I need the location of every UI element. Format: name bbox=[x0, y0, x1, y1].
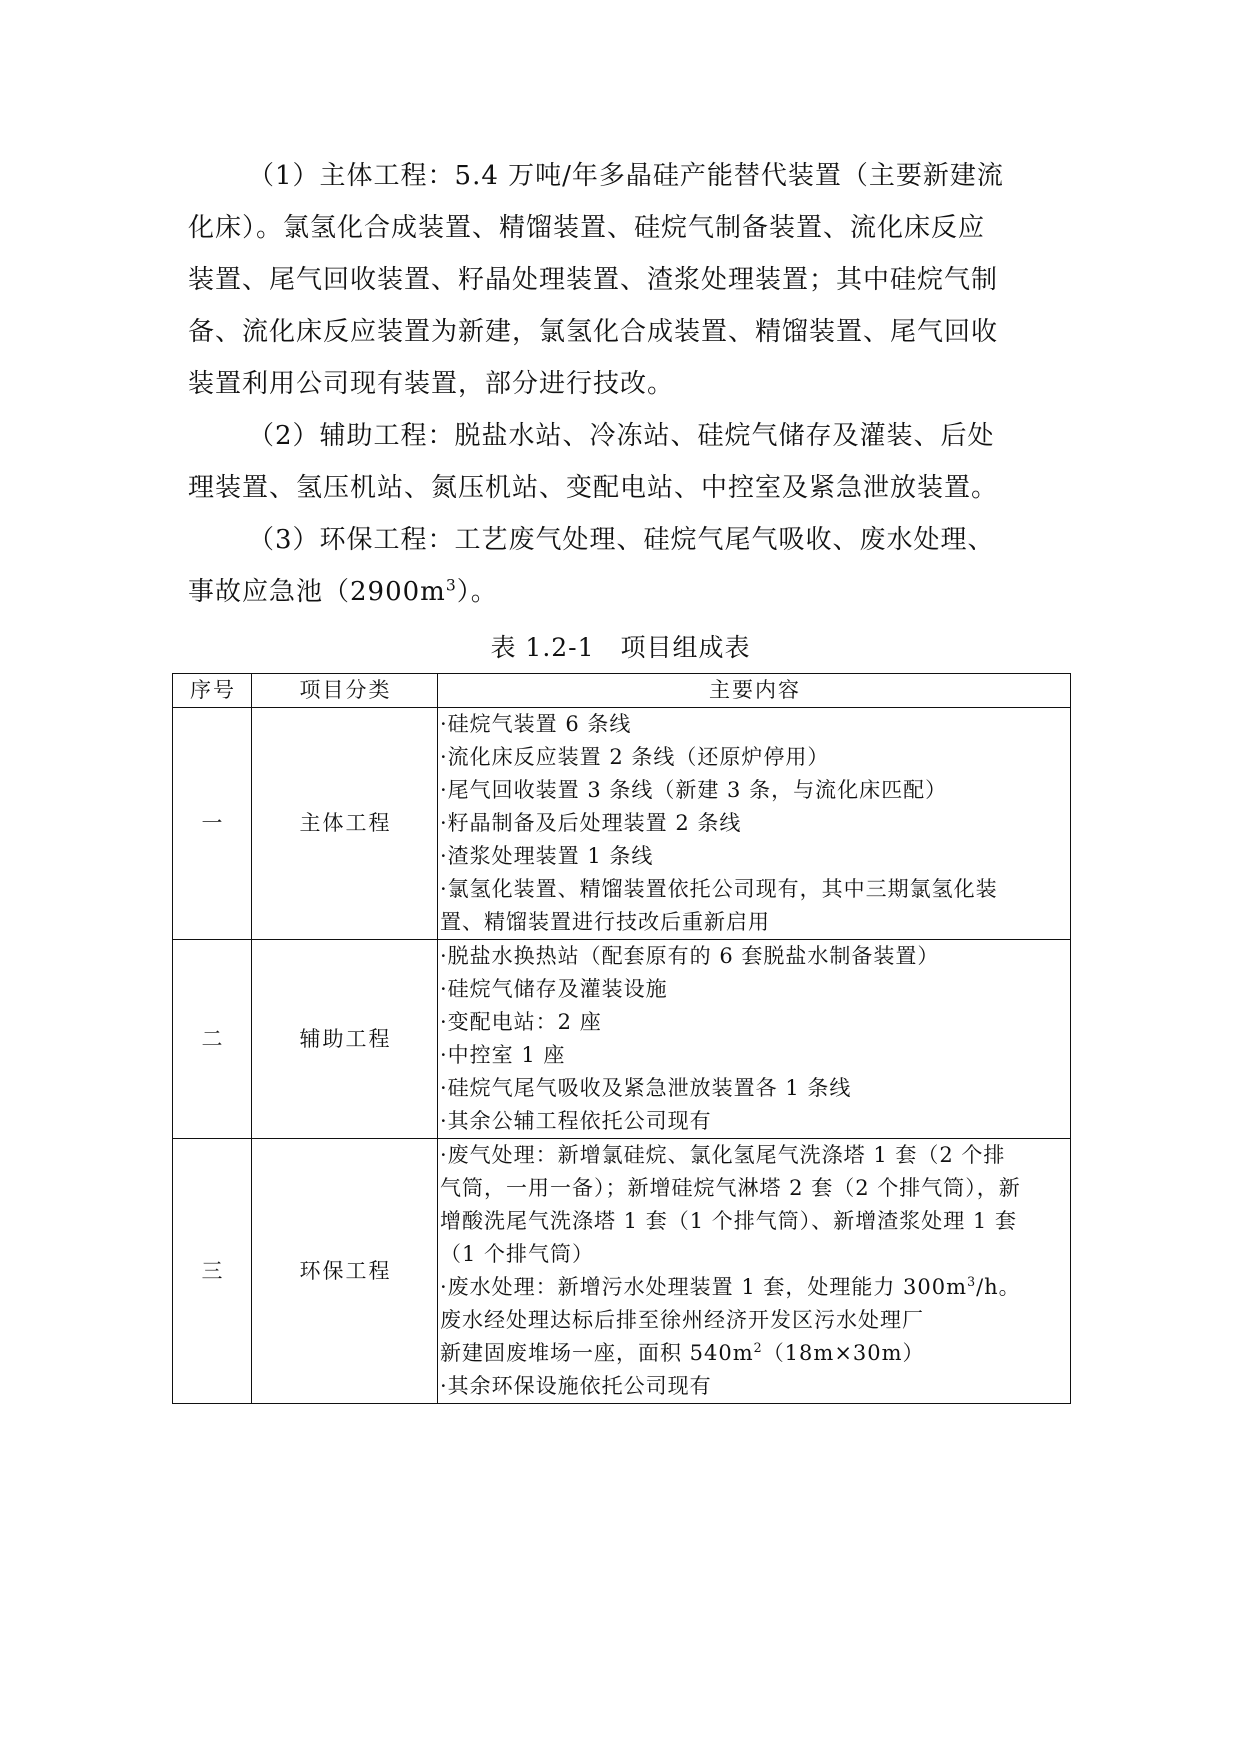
content-line: 新建固废堆场一座，面积 $540m^2(18m\times 30m)$ bbox=[440, 1340, 925, 1365]
content-line: ·硅烷气装置 6 条线 bbox=[440, 712, 632, 736]
content-line: ·变配电站：2 座 bbox=[440, 1010, 602, 1034]
row-category: 主体工程 bbox=[252, 708, 438, 940]
row-content bbox=[438, 1139, 1071, 1404]
text-line: 理装置、氢压机站、氮压机站、变配电站、中控室及紧急泄放装置。 bbox=[188, 473, 999, 503]
text-line: 备、流化床反应装置为新建，氯氢化合成装置、精馏装置、尾气回收 bbox=[188, 317, 999, 347]
content-line: ·尾气回收装置 3 条线（新建 3 条，与流化床匹配） bbox=[440, 778, 948, 802]
table-row bbox=[173, 708, 1071, 940]
text-line: 化床）。氯氢化合成装置、精馏装置、硅烷气制备装置、流化床反应 bbox=[188, 213, 986, 243]
row-content bbox=[438, 708, 1071, 940]
content-line: 废水经处理达标后排至徐州经济开发区污水处理厂 bbox=[440, 1308, 924, 1332]
content-line: ·硅烷气尾气吸收及紧急泄放装置各 1 条线 bbox=[440, 1076, 852, 1100]
paragraph-auxiliary-engineering bbox=[188, 410, 1048, 514]
content-line: 增酸洗尾气洗涤塔 1 套（1 个排气筒）、新增渣浆处理 1 套 bbox=[440, 1209, 1017, 1233]
table-row bbox=[173, 940, 1071, 1139]
content-line: ·籽晶制备及后处理装置 2 条线 bbox=[440, 811, 742, 835]
content-line: 气筒，一用一备）；新增硅烷气淋塔 2 套（2 个排气筒），新 bbox=[440, 1176, 1021, 1200]
content-line: ·废气处理：新增氯硅烷、氯化氢尾气洗涤塔 1 套（2 个排 bbox=[440, 1143, 1006, 1167]
row-category: 环保工程 bbox=[252, 1139, 438, 1404]
row-category: 辅助工程 bbox=[252, 940, 438, 1139]
row-content bbox=[438, 940, 1071, 1139]
content-line: ·氯氢化装置、精馏装置依托公司现有，其中三期氯氢化装 bbox=[440, 877, 998, 901]
content-line: ·其余公辅工程依托公司现有 bbox=[440, 1109, 712, 1133]
row-number: 三 bbox=[173, 1139, 252, 1404]
content-line: ·其余环保设施依托公司现有 bbox=[440, 1374, 712, 1398]
header-no: 序号 bbox=[173, 674, 252, 708]
text-line: 装置、尾气回收装置、籽晶处理装置、渣浆处理装置；其中硅烷气制 bbox=[188, 265, 999, 295]
row-number: 一 bbox=[173, 708, 252, 940]
table-header-row bbox=[173, 674, 1071, 708]
header-category: 项目分类 bbox=[252, 674, 438, 708]
text-line: 事故应急池$(2900m^3)$。 bbox=[188, 576, 498, 607]
text-line: （3）环保工程：工艺废气处理、硅烷气尾气吸收、废水处理、 bbox=[248, 525, 995, 555]
content-line: ·硅烷气储存及灌装设施 bbox=[440, 977, 668, 1001]
content-line: ·废水处理：新增污水处理装置 1 套，处理能力 $300m^3/h$。 bbox=[440, 1274, 1021, 1299]
text-line: 装置利用公司现有装置，部分进行技改。 bbox=[188, 369, 675, 399]
content-line: ·中控室 1 座 bbox=[440, 1043, 566, 1067]
project-composition-table bbox=[172, 673, 1071, 1404]
table-caption: 表 1.2-1 项目组成表 bbox=[490, 633, 751, 662]
table-row bbox=[173, 1139, 1071, 1404]
text-line: （2）辅助工程：脱盐水站、冷冻站、硅烷气储存及灌装、后处 bbox=[248, 421, 995, 451]
text-line: （1）主体工程：5.4 万吨/年多晶硅产能替代装置（主要新建流 bbox=[248, 161, 1004, 191]
content-line: 置、精馏装置进行技改后重新启用 bbox=[440, 910, 770, 934]
row-number: 二 bbox=[173, 940, 252, 1139]
paragraph-environmental-engineering bbox=[188, 514, 1048, 618]
content-line: ·脱盐水换热站（配套原有的 6 套脱盐水制备装置） bbox=[440, 944, 940, 968]
header-content: 主要内容 bbox=[438, 674, 1071, 708]
content-line: （1 个排气筒） bbox=[440, 1242, 595, 1266]
content-line: ·流化床反应装置 2 条线（还原炉停用） bbox=[440, 745, 830, 769]
paragraph-main-engineering bbox=[188, 150, 1048, 410]
content-line: ·渣浆处理装置 1 条线 bbox=[440, 844, 654, 868]
